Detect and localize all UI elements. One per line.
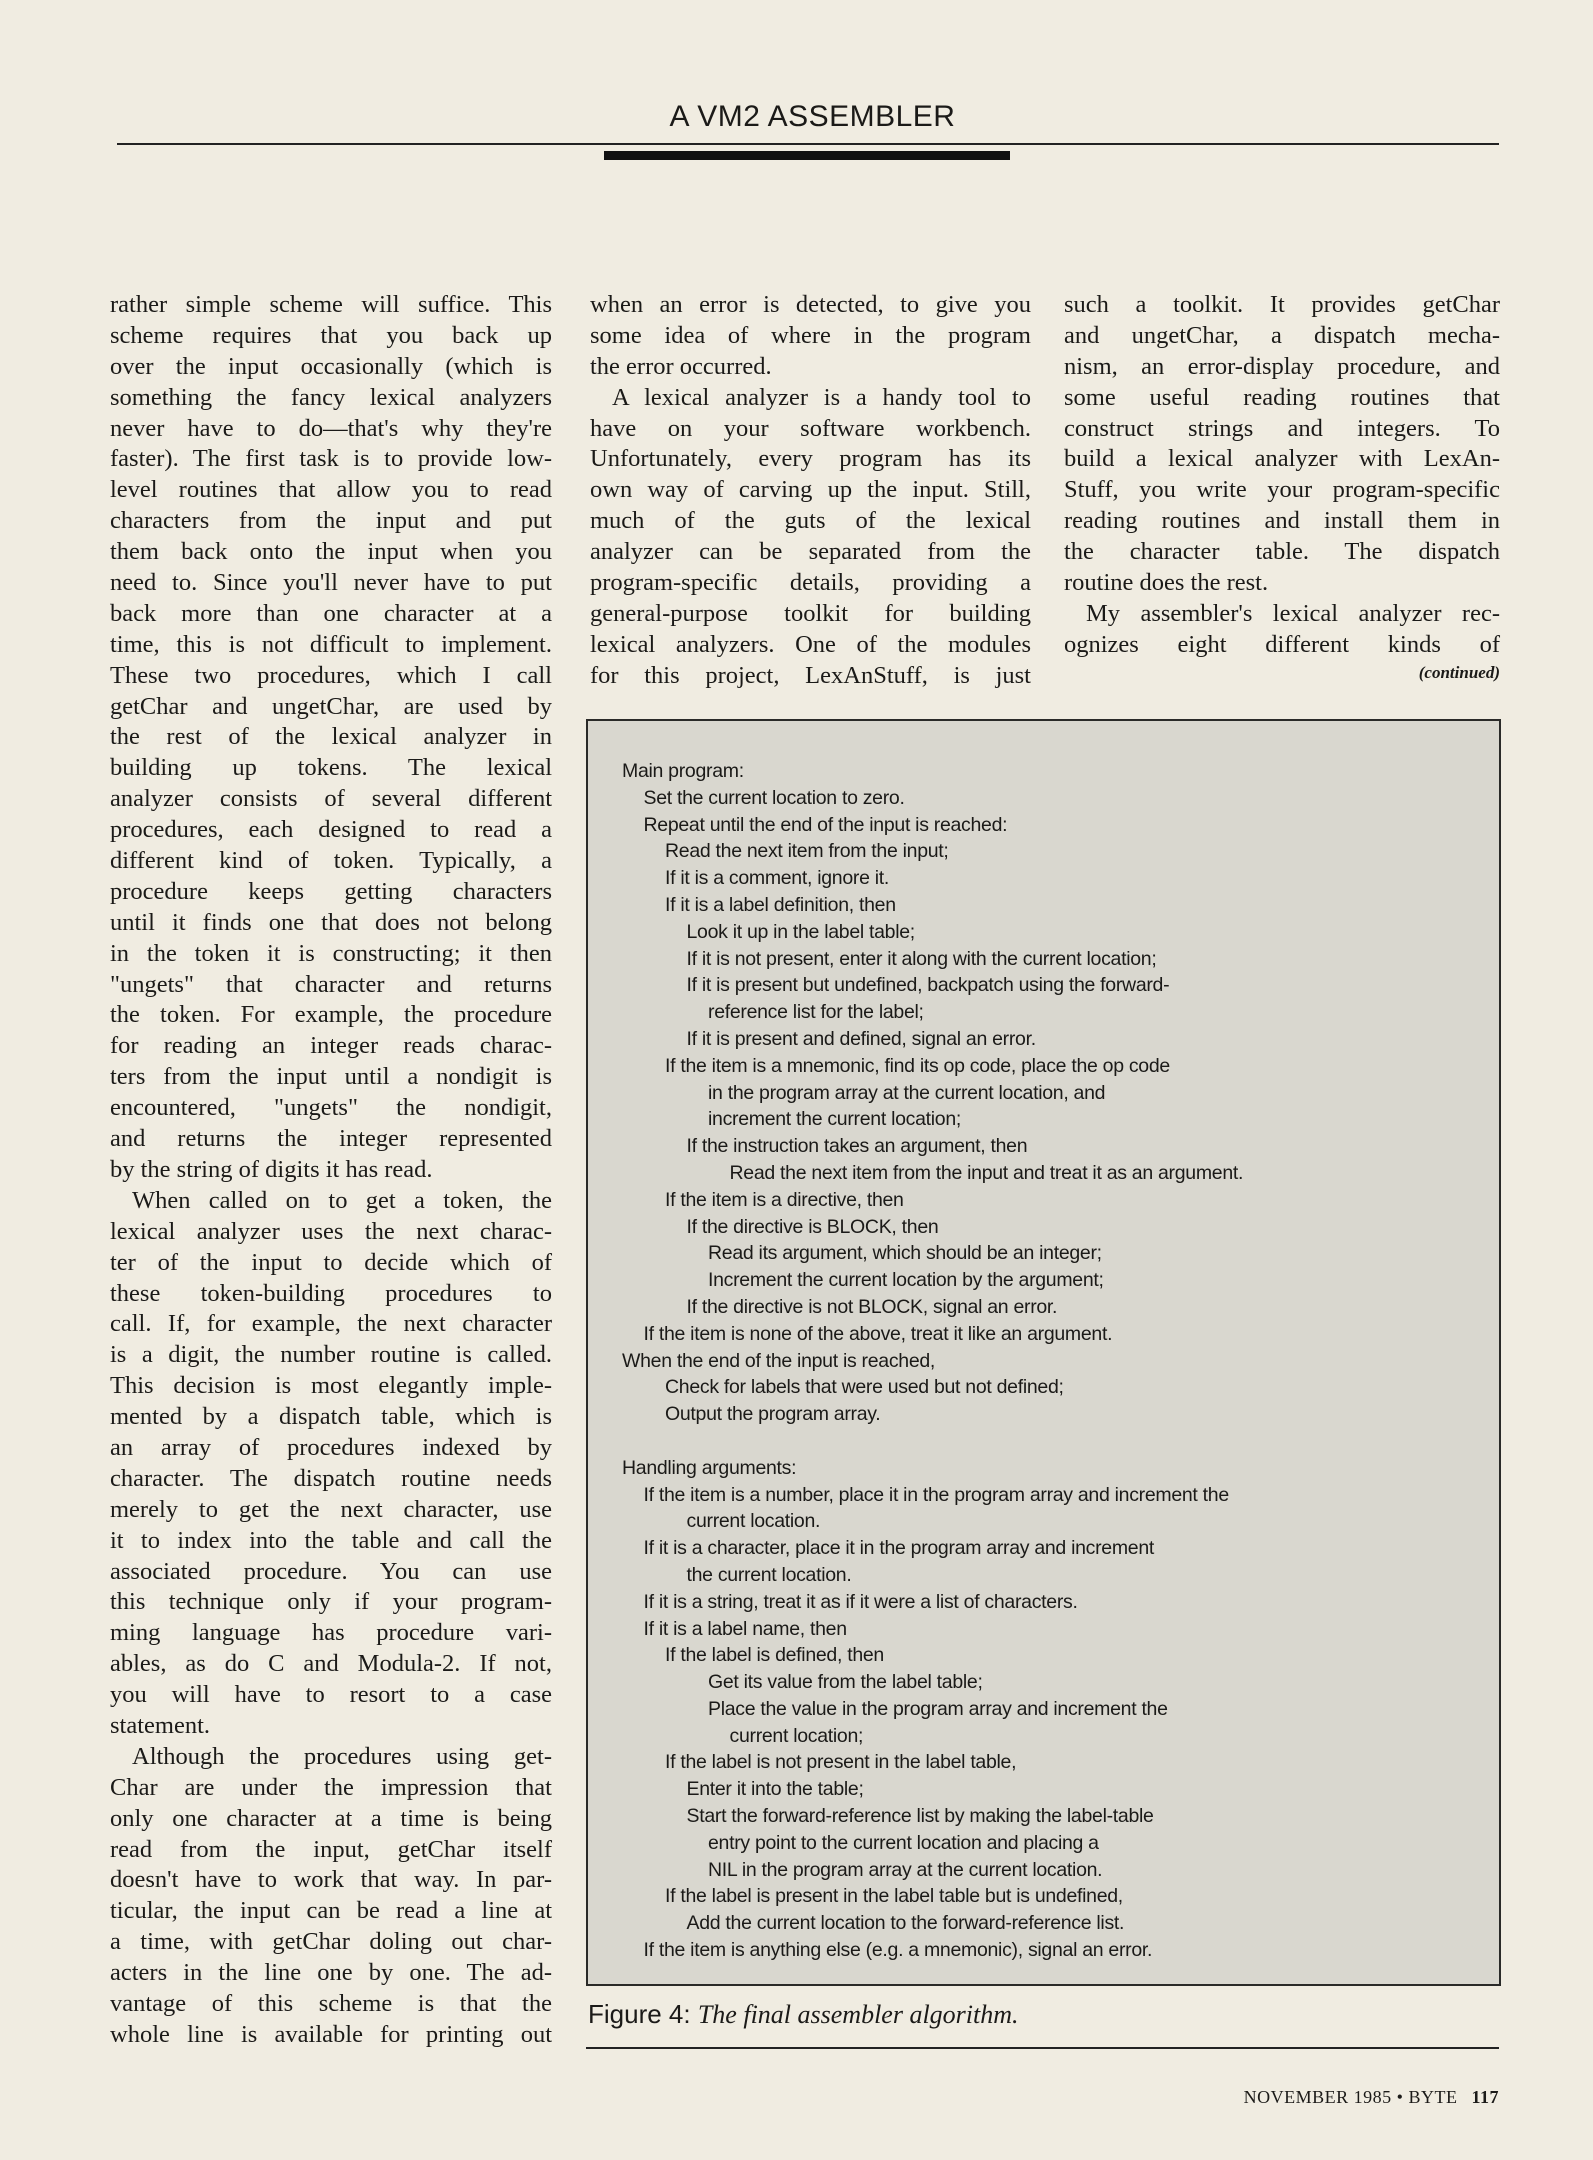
header-title: A VM2 ASSEMBLER (669, 100, 956, 133)
text-line: the error occurred. (590, 352, 772, 380)
listing-line: entry point to the current location and placing a (708, 1831, 1099, 1854)
algorithm-listing (622, 758, 1243, 1964)
listing-line: When the end of the input is reached, (622, 1349, 936, 1372)
text-line: ognizes eight different kinds of (1064, 630, 1500, 658)
text-line: this technique only if your program- (110, 1588, 552, 1616)
text-line: ables, as do C and Modula-2. If not, (110, 1650, 552, 1678)
listing-line: If the directive is BLOCK, then (686, 1215, 939, 1238)
text-line: reading routines and install them in (1064, 507, 1500, 535)
text-line: ming language has procedure vari- (110, 1619, 552, 1647)
listing-line: Add the current location to the forward-reference list. (686, 1912, 1125, 1935)
text-line: merely to get the next character, use (110, 1495, 552, 1523)
listing-line: If it is present but undefined, backpatch using the forward- (686, 974, 1170, 997)
text-line: building up tokens. The lexical (110, 754, 552, 782)
text-line: Unfortunately, every program has its (590, 445, 1031, 473)
text-line: when an error is detected, to give you (590, 291, 1031, 318)
text-line: a time, with getChar doling out char- (110, 1928, 552, 1956)
text-line: Although the procedures using get- (132, 1742, 552, 1770)
text-column-2 (590, 290, 1031, 692)
text-line: characters from the input and put (110, 507, 552, 535)
text-line: only one character at a time is being (110, 1804, 552, 1832)
text-line: level routines that allow you to read (110, 476, 552, 504)
text-line: My assembler's lexical analyzer rec- (1086, 599, 1500, 627)
text-line: When called on to get a token, the (132, 1186, 552, 1214)
listing-line: If it is a label definition, then (665, 893, 896, 916)
listing-line: the current location. (686, 1563, 852, 1586)
text-line: character. The dispatch routine needs (110, 1464, 552, 1492)
listing-line: If the item is a directive, then (665, 1188, 904, 1211)
text-line: the token. For example, the procedure (110, 1001, 552, 1029)
text-line: lexical analyzers. One of the modules (590, 630, 1031, 658)
listing-line: Main program: (622, 760, 744, 782)
text-line: This decision is most elegantly imple- (110, 1372, 552, 1400)
listing-line: Check for labels that were used but not defined; (665, 1376, 1064, 1399)
listing-line: NIL in the program array at the current location. (708, 1858, 1103, 1881)
listing-line: current location; (729, 1724, 864, 1747)
listing-line: If the directive is not BLOCK, signal an error. (686, 1295, 1058, 1318)
text-line: faster). The first task is to provide low- (110, 445, 552, 473)
listing-line: Place the value in the program array and increment the (708, 1697, 1168, 1720)
text-line: "ungets" that character and returns (110, 970, 552, 998)
listing-line: If it is a comment, ignore it. (665, 867, 890, 890)
text-line: acters in the line one by one. The ad- (110, 1959, 552, 1987)
listing-line: If the label is not present in the label table, (665, 1751, 1017, 1774)
listing-line: Look it up in the label table; (686, 920, 915, 943)
listing-line: Get its value from the label table; (708, 1671, 983, 1694)
text-line: statement. (110, 1711, 211, 1739)
text-line: build a lexical analyzer with LexAn- (1064, 445, 1500, 473)
text-line: and returns the integer represented (110, 1125, 552, 1153)
text-line: ticular, the input can be read a line at (110, 1897, 552, 1925)
text-line: call. If, for example, the next character (110, 1310, 552, 1338)
listing-line: in the program array at the current location, and (708, 1081, 1106, 1104)
text-line: the character table. The dispatch (1064, 538, 1500, 566)
running-header (0, 100, 1593, 134)
text-line: such a toolkit. It provides getChar (1064, 291, 1500, 318)
listing-line: If the label is defined, then (665, 1644, 884, 1667)
text-line: much of the guts of the lexical (590, 507, 1031, 535)
text-line: construct strings and integers. To (1064, 414, 1500, 442)
listing-line: Enter it into the table; (686, 1778, 864, 1801)
text-line: it to index into the table and call the (110, 1526, 552, 1554)
text-line: encountered, "ungets" the nondigit, (110, 1094, 552, 1122)
text-line: back more than one character at a (110, 599, 552, 627)
text-line: something the fancy lexical analyzers (110, 383, 552, 411)
text-line: procedures, each designed to read a (110, 816, 552, 844)
text-line: Stuff, you write your program-specific (1064, 476, 1500, 504)
text-line: over the input occasionally (which is (110, 352, 552, 380)
text-line: These two procedures, which I call (110, 661, 552, 689)
text-line: the rest of the lexical analyzer in (110, 723, 552, 751)
text-line: rather simple scheme will suffice. This (110, 291, 552, 318)
text-line: mented by a dispatch table, which is (110, 1403, 552, 1431)
listing-line: Start the forward-reference list by making the label-table (686, 1805, 1154, 1828)
text-line: need to. Since you'll never have to put (110, 569, 552, 597)
text-line: procedure keeps getting characters (110, 877, 552, 905)
figure-caption (588, 1999, 1019, 2030)
page-number: 117 (1471, 2087, 1499, 2107)
text-line: general-purpose toolkit for building (590, 599, 1031, 627)
text-line: is a digit, the number routine is called. (110, 1341, 552, 1369)
continued-note: (continued) (1418, 662, 1500, 682)
text-line: Char are under the impression that (110, 1773, 552, 1801)
text-line: analyzer consists of several different (110, 785, 552, 813)
page-footer (1244, 2087, 1499, 2108)
listing-line: Read the next item from the input; (665, 840, 949, 863)
text-line: lexical analyzer uses the next charac- (110, 1217, 552, 1245)
text-line: read from the input, getChar itself (110, 1835, 552, 1863)
listing-line: If it is not present, enter it along with the current location; (686, 947, 1157, 970)
listing-line: Read its argument, which should be an integer; (708, 1242, 1102, 1265)
text-line: getChar and ungetChar, are used by (110, 692, 552, 720)
text-column-1 (110, 290, 552, 2051)
text-line: and ungetChar, a dispatch mecha- (1064, 321, 1500, 349)
text-line: these token-building procedures to (110, 1279, 552, 1307)
listing-line: Increment the current location by the argument; (708, 1269, 1104, 1292)
text-line: different kind of token. Typically, a (110, 847, 552, 875)
text-line: never have to do—that's why they're (110, 414, 552, 442)
listing-line: increment the current location; (708, 1108, 961, 1131)
caption-rule (586, 2047, 1499, 2049)
caption-title: The final assembler algorithm. (697, 2000, 1019, 2029)
listing-line: Set the current location to zero. (643, 786, 905, 809)
text-line: own way of carving up the input. Still, (590, 476, 1031, 504)
text-line: until it finds one that does not belong (110, 908, 552, 936)
text-line: program-specific details, providing a (590, 569, 1031, 597)
header-bar (604, 151, 1010, 160)
text-line: A lexical analyzer is a handy tool to (612, 383, 1031, 411)
issue-info: NOVEMBER 1985 • BYTE (1243, 2087, 1458, 2107)
listing-line: If the item is a number, place it in the program array and increment the (643, 1483, 1229, 1506)
text-column-3 (1064, 290, 1500, 685)
listing-line: If the instruction takes an argument, then (686, 1135, 1028, 1158)
text-line: some idea of where in the program (590, 321, 1031, 349)
text-line: associated procedure. You can use (110, 1557, 552, 1585)
caption-label: Figure 4: (588, 1999, 691, 2029)
listing-line: If it is a character, place it in the program array and increment (643, 1537, 1154, 1560)
listing-line: reference list for the label; (708, 1001, 924, 1024)
text-line: in the token it is constructing; it then (110, 939, 552, 967)
text-line: whole line is available for printing out (110, 2020, 552, 2048)
text-line: an array of procedures indexed by (110, 1433, 552, 1461)
listing-line: If it is present and defined, signal an error. (686, 1027, 1036, 1050)
listing-line: Read the next item from the input and treat it as an argument. (729, 1161, 1244, 1184)
text-line: for this project, LexAnStuff, is just (590, 661, 1031, 689)
listing-line: Output the program array. (665, 1403, 881, 1426)
text-line: doesn't have to work that way. In par- (110, 1866, 552, 1894)
listing-line: If the item is anything else (e.g. a mnemonic), signal an error. (643, 1939, 1153, 1962)
text-line: routine does the rest. (1064, 569, 1269, 597)
text-line: ter of the input to decide which of (110, 1248, 552, 1276)
text-line: you will have to resort to a case (110, 1681, 552, 1709)
listing-line: Handling arguments: (622, 1456, 797, 1479)
text-line: analyzer can be separated from the (590, 538, 1031, 566)
listing-line: If it is a label name, then (643, 1617, 847, 1640)
text-line: by the string of digits it has read. (110, 1155, 433, 1183)
text-line: for reading an integer reads charac- (110, 1032, 552, 1060)
text-line: nism, an error-display procedure, and (1064, 352, 1500, 380)
listing-line: current location. (686, 1510, 821, 1533)
listing-line: If the item is a mnemonic, find its op code, place the op code (665, 1054, 1170, 1077)
figure-box (586, 719, 1501, 1986)
text-line: time, this is not difficult to implement. (110, 630, 552, 658)
text-line: have on your software workbench. (590, 414, 1031, 442)
listing-line (622, 1428, 1243, 1455)
text-line: vantage of this scheme is that the (110, 1989, 552, 2017)
listing-line: If the item is none of the above, treat it like an argument. (643, 1322, 1113, 1345)
text-line: scheme requires that you back up (110, 321, 552, 349)
header-rule (117, 143, 1499, 145)
text-line: them back onto the input when you (110, 538, 552, 566)
listing-line: If it is a string, treat it as if it were a list of characters. (643, 1590, 1078, 1613)
listing-line: Repeat until the end of the input is reached: (643, 813, 1008, 836)
listing-line: If the label is present in the label table but is undefined, (665, 1885, 1123, 1908)
text-line: ters from the input until a nondigit is (110, 1063, 552, 1091)
text-line: some useful reading routines that (1064, 383, 1500, 411)
